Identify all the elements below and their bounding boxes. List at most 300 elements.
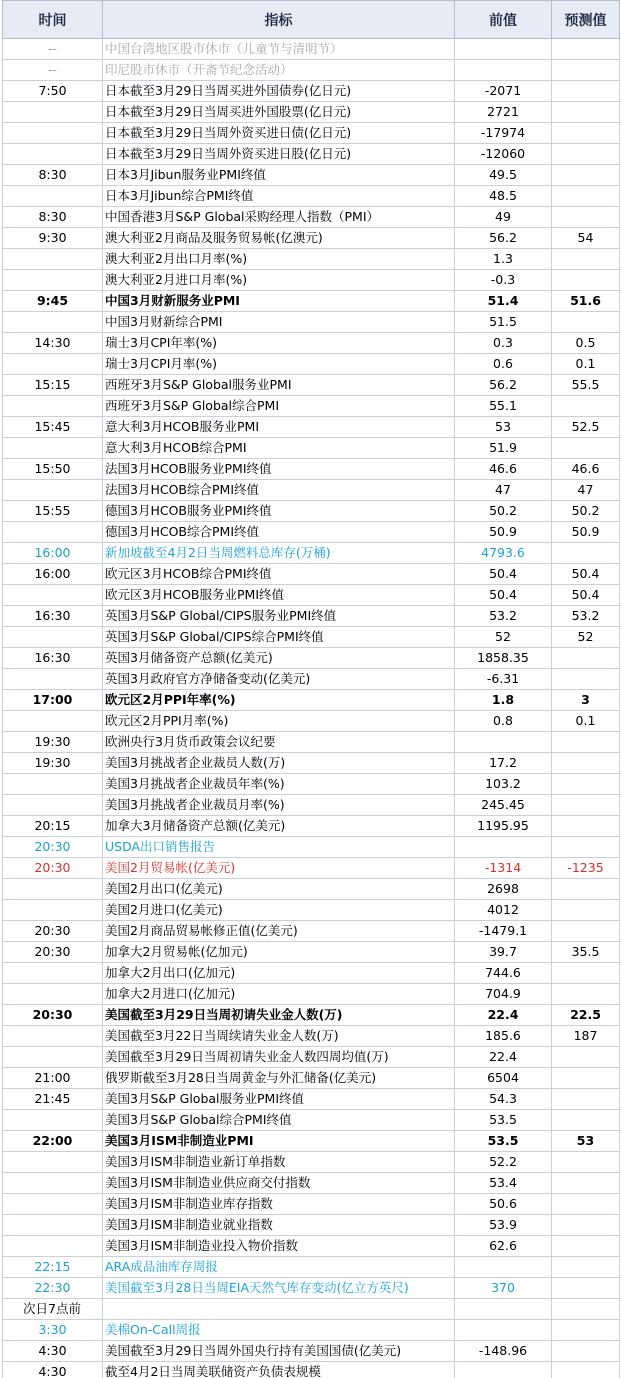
row-forecast bbox=[552, 1341, 620, 1362]
row-forecast bbox=[552, 816, 620, 837]
table-row[interactable] bbox=[3, 459, 620, 480]
row-indicator: 美国截至3月28日当周EIA天然气库存变动(亿立方英尺) bbox=[103, 1278, 455, 1299]
row-previous: 1858.35 bbox=[455, 648, 552, 669]
row-previous: 17.2 bbox=[455, 753, 552, 774]
row-indicator: 欧元区3月HCOB服务业PMI终值 bbox=[103, 585, 455, 606]
row-forecast bbox=[552, 39, 620, 60]
row-time bbox=[3, 522, 103, 543]
table-row[interactable] bbox=[3, 942, 620, 963]
row-indicator: 德国3月HCOB服务业PMI终值 bbox=[103, 501, 455, 522]
row-forecast bbox=[552, 1194, 620, 1215]
row-forecast: 35.5 bbox=[552, 942, 620, 963]
row-time bbox=[3, 1194, 103, 1215]
row-previous bbox=[455, 39, 552, 60]
row-time bbox=[3, 1173, 103, 1194]
table-row[interactable] bbox=[3, 921, 620, 942]
row-forecast bbox=[552, 396, 620, 417]
row-previous: -148.96 bbox=[455, 1341, 552, 1362]
row-time: 21:45 bbox=[3, 1089, 103, 1110]
row-time: 20:30 bbox=[3, 921, 103, 942]
row-previous: 6504 bbox=[455, 1068, 552, 1089]
row-time bbox=[3, 123, 103, 144]
row-previous bbox=[455, 1299, 552, 1320]
table-row[interactable] bbox=[3, 249, 620, 270]
row-previous: 370 bbox=[455, 1278, 552, 1299]
row-previous: 49 bbox=[455, 207, 552, 228]
row-time: 4:30 bbox=[3, 1362, 103, 1378]
row-indicator: 英国3月政府官方净储备变动(亿美元) bbox=[103, 669, 455, 690]
row-time bbox=[3, 879, 103, 900]
row-previous: 50.9 bbox=[455, 522, 552, 543]
row-previous: 51.9 bbox=[455, 438, 552, 459]
row-indicator: 美国3月ISM非制造业PMI bbox=[103, 1131, 455, 1152]
row-time: 次日7点前 bbox=[3, 1299, 103, 1320]
row-previous: 704.9 bbox=[455, 984, 552, 1005]
header-previous[interactable]: 前值 bbox=[455, 1, 552, 39]
table-row[interactable] bbox=[3, 228, 620, 249]
row-indicator: 美国2月出口(亿美元) bbox=[103, 879, 455, 900]
table-row[interactable] bbox=[3, 1005, 620, 1026]
row-time: 20:30 bbox=[3, 837, 103, 858]
row-indicator: 日本3月Jibun服务业PMI终值 bbox=[103, 165, 455, 186]
row-indicator: 日本截至3月29日当周买进外国股票(亿日元) bbox=[103, 102, 455, 123]
table-row[interactable] bbox=[3, 186, 620, 207]
row-previous bbox=[455, 1257, 552, 1278]
row-indicator: 日本截至3月29日当周外资买进日债(亿日元) bbox=[103, 123, 455, 144]
table-row[interactable] bbox=[3, 837, 620, 858]
row-time bbox=[3, 438, 103, 459]
row-previous: 51.4 bbox=[455, 291, 552, 312]
row-forecast: 50.9 bbox=[552, 522, 620, 543]
table-row[interactable] bbox=[3, 732, 620, 753]
row-time bbox=[3, 795, 103, 816]
row-previous: 2698 bbox=[455, 879, 552, 900]
row-previous: 185.6 bbox=[455, 1026, 552, 1047]
row-previous: 22.4 bbox=[455, 1047, 552, 1068]
row-forecast: 50.2 bbox=[552, 501, 620, 522]
row-indicator: 欧元区2月PPI年率(%) bbox=[103, 690, 455, 711]
row-previous: 53 bbox=[455, 417, 552, 438]
row-time: 15:55 bbox=[3, 501, 103, 522]
row-indicator: 美国3月S&P Global综合PMI终值 bbox=[103, 1110, 455, 1131]
row-forecast bbox=[552, 900, 620, 921]
row-forecast: 22.5 bbox=[552, 1005, 620, 1026]
table-row[interactable] bbox=[3, 1362, 620, 1378]
row-forecast: 0.1 bbox=[552, 354, 620, 375]
table-row[interactable] bbox=[3, 522, 620, 543]
row-forecast bbox=[552, 669, 620, 690]
row-time: 9:30 bbox=[3, 228, 103, 249]
row-time bbox=[3, 900, 103, 921]
row-forecast bbox=[552, 963, 620, 984]
row-time: 15:15 bbox=[3, 375, 103, 396]
row-indicator: 日本截至3月29日当周外资买进日股(亿日元) bbox=[103, 144, 455, 165]
table-row[interactable] bbox=[3, 375, 620, 396]
table-row[interactable] bbox=[3, 1320, 620, 1341]
row-previous: -17974 bbox=[455, 123, 552, 144]
row-indicator: 法国3月HCOB服务业PMI终值 bbox=[103, 459, 455, 480]
row-time: 4:30 bbox=[3, 1341, 103, 1362]
table-row[interactable] bbox=[3, 879, 620, 900]
row-forecast bbox=[552, 165, 620, 186]
row-time: 20:30 bbox=[3, 1005, 103, 1026]
row-time: 22:30 bbox=[3, 1278, 103, 1299]
table-row[interactable] bbox=[3, 480, 620, 501]
row-forecast bbox=[552, 60, 620, 81]
table-row[interactable] bbox=[3, 795, 620, 816]
row-forecast bbox=[552, 774, 620, 795]
table-row[interactable] bbox=[3, 774, 620, 795]
row-time: 19:30 bbox=[3, 753, 103, 774]
row-forecast bbox=[552, 270, 620, 291]
row-time bbox=[3, 669, 103, 690]
row-indicator: 中国3月财新服务业PMI bbox=[103, 291, 455, 312]
table-row[interactable] bbox=[3, 144, 620, 165]
row-previous: 2721 bbox=[455, 102, 552, 123]
table-row[interactable] bbox=[3, 438, 620, 459]
row-indicator: 美国截至3月29日当周初请失业金人数四周均值(万) bbox=[103, 1047, 455, 1068]
row-time: 15:45 bbox=[3, 417, 103, 438]
table-row[interactable] bbox=[3, 1089, 620, 1110]
row-indicator: 加拿大2月贸易帐(亿加元) bbox=[103, 942, 455, 963]
row-indicator: 英国3月储备资产总额(亿美元) bbox=[103, 648, 455, 669]
row-forecast: -1235 bbox=[552, 858, 620, 879]
row-previous: 50.6 bbox=[455, 1194, 552, 1215]
table-row[interactable] bbox=[3, 669, 620, 690]
row-forecast bbox=[552, 1320, 620, 1341]
table-row[interactable] bbox=[3, 81, 620, 102]
header-forecast[interactable]: 预测值 bbox=[552, 1, 620, 39]
table-row[interactable] bbox=[3, 1215, 620, 1236]
row-time bbox=[3, 312, 103, 333]
row-previous: -1479.1 bbox=[455, 921, 552, 942]
table-row[interactable] bbox=[3, 690, 620, 711]
row-indicator: 澳大利亚2月进口月率(%) bbox=[103, 270, 455, 291]
row-forecast bbox=[552, 921, 620, 942]
table-row[interactable] bbox=[3, 60, 620, 81]
row-forecast bbox=[552, 1047, 620, 1068]
row-previous: 0.3 bbox=[455, 333, 552, 354]
row-indicator: 西班牙3月S&P Global综合PMI bbox=[103, 396, 455, 417]
row-forecast bbox=[552, 753, 620, 774]
row-indicator: 加拿大3月储备资产总额(亿美元) bbox=[103, 816, 455, 837]
row-previous: 103.2 bbox=[455, 774, 552, 795]
row-indicator: 英国3月S&P Global/CIPS服务业PMI终值 bbox=[103, 606, 455, 627]
row-time bbox=[3, 711, 103, 732]
table-row[interactable] bbox=[3, 648, 620, 669]
table-row[interactable] bbox=[3, 1257, 620, 1278]
row-indicator: 欧洲央行3月货币政策会议纪要 bbox=[103, 732, 455, 753]
row-indicator: 美国3月S&P Global服务业PMI终值 bbox=[103, 1089, 455, 1110]
table-row[interactable] bbox=[3, 102, 620, 123]
row-previous bbox=[455, 1362, 552, 1378]
row-time: 20:30 bbox=[3, 858, 103, 879]
table-row[interactable] bbox=[3, 1110, 620, 1131]
row-forecast bbox=[552, 984, 620, 1005]
row-forecast bbox=[552, 249, 620, 270]
row-forecast bbox=[552, 1278, 620, 1299]
row-time bbox=[3, 270, 103, 291]
row-indicator: 瑞士3月CPI年率(%) bbox=[103, 333, 455, 354]
table-row[interactable] bbox=[3, 627, 620, 648]
row-indicator: 美国3月挑战者企业裁员人数(万) bbox=[103, 753, 455, 774]
row-previous: 51.5 bbox=[455, 312, 552, 333]
row-indicator: 澳大利亚2月商品及服务贸易帐(亿澳元) bbox=[103, 228, 455, 249]
row-time bbox=[3, 1047, 103, 1068]
row-forecast bbox=[552, 312, 620, 333]
row-previous: -2071 bbox=[455, 81, 552, 102]
row-forecast bbox=[552, 1236, 620, 1257]
row-forecast: 54 bbox=[552, 228, 620, 249]
row-indicator: 意大利3月HCOB综合PMI bbox=[103, 438, 455, 459]
row-previous: 47 bbox=[455, 480, 552, 501]
row-time: 20:15 bbox=[3, 816, 103, 837]
row-previous: 53.5 bbox=[455, 1131, 552, 1152]
row-time: 7:50 bbox=[3, 81, 103, 102]
table-row[interactable] bbox=[3, 1341, 620, 1362]
table-row[interactable] bbox=[3, 291, 620, 312]
row-indicator: 俄罗斯截至3月28日当周黄金与外汇储备(亿美元) bbox=[103, 1068, 455, 1089]
row-indicator: USDA出口销售报告 bbox=[103, 837, 455, 858]
table-row[interactable] bbox=[3, 963, 620, 984]
row-time bbox=[3, 249, 103, 270]
row-time bbox=[3, 480, 103, 501]
row-forecast bbox=[552, 1110, 620, 1131]
row-time: 8:30 bbox=[3, 165, 103, 186]
row-time: -- bbox=[3, 60, 103, 81]
row-time: 16:30 bbox=[3, 606, 103, 627]
row-time: 19:30 bbox=[3, 732, 103, 753]
row-time: 3:30 bbox=[3, 1320, 103, 1341]
row-indicator: 美棉On-Call周报 bbox=[103, 1320, 455, 1341]
table-row[interactable] bbox=[3, 501, 620, 522]
row-time bbox=[3, 627, 103, 648]
table-row[interactable] bbox=[3, 1236, 620, 1257]
row-previous bbox=[455, 837, 552, 858]
row-previous: 52 bbox=[455, 627, 552, 648]
row-indicator: 美国3月ISM非制造业供应商交付指数 bbox=[103, 1173, 455, 1194]
row-time bbox=[3, 354, 103, 375]
economic-calendar-table bbox=[2, 0, 620, 1378]
row-previous: 245.45 bbox=[455, 795, 552, 816]
row-indicator: 西班牙3月S&P Global服务业PMI bbox=[103, 375, 455, 396]
row-forecast bbox=[552, 837, 620, 858]
table-row[interactable] bbox=[3, 1194, 620, 1215]
row-previous: 1.3 bbox=[455, 249, 552, 270]
table-row[interactable] bbox=[3, 585, 620, 606]
table-row[interactable] bbox=[3, 543, 620, 564]
row-indicator: 美国截至3月29日当周外国央行持有美国国债(亿美元) bbox=[103, 1341, 455, 1362]
table-row[interactable] bbox=[3, 606, 620, 627]
row-time bbox=[3, 1152, 103, 1173]
row-previous: 22.4 bbox=[455, 1005, 552, 1026]
row-forecast: 52.5 bbox=[552, 417, 620, 438]
table-row[interactable] bbox=[3, 1299, 620, 1320]
row-time: 17:00 bbox=[3, 690, 103, 711]
row-previous: 53.4 bbox=[455, 1173, 552, 1194]
table-row[interactable] bbox=[3, 396, 620, 417]
row-previous bbox=[455, 1320, 552, 1341]
table-row[interactable] bbox=[3, 123, 620, 144]
row-forecast: 53.2 bbox=[552, 606, 620, 627]
row-indicator: 美国截至3月29日当周初请失业金人数(万) bbox=[103, 1005, 455, 1026]
row-previous: 56.2 bbox=[455, 228, 552, 249]
row-previous: 1.8 bbox=[455, 690, 552, 711]
row-forecast bbox=[552, 1089, 620, 1110]
row-forecast: 47 bbox=[552, 480, 620, 501]
table-row[interactable] bbox=[3, 753, 620, 774]
row-indicator bbox=[103, 1299, 455, 1320]
table-header-row bbox=[3, 1, 620, 39]
row-time bbox=[3, 144, 103, 165]
row-previous: -0.3 bbox=[455, 270, 552, 291]
row-indicator: 中国香港3月S&P Global采购经理人指数（PMI） bbox=[103, 207, 455, 228]
row-forecast: 46.6 bbox=[552, 459, 620, 480]
row-previous: -6.31 bbox=[455, 669, 552, 690]
row-time bbox=[3, 963, 103, 984]
row-previous: 52.2 bbox=[455, 1152, 552, 1173]
row-indicator: 美国2月商品贸易帐修正值(亿美元) bbox=[103, 921, 455, 942]
row-time: 16:30 bbox=[3, 648, 103, 669]
row-indicator: 美国2月进口(亿美元) bbox=[103, 900, 455, 921]
row-forecast: 3 bbox=[552, 690, 620, 711]
table-body bbox=[3, 39, 620, 1378]
row-forecast bbox=[552, 543, 620, 564]
row-forecast: 52 bbox=[552, 627, 620, 648]
row-time: 20:30 bbox=[3, 942, 103, 963]
row-previous: 50.2 bbox=[455, 501, 552, 522]
row-previous: 4793.6 bbox=[455, 543, 552, 564]
row-indicator: 瑞士3月CPI月率(%) bbox=[103, 354, 455, 375]
row-forecast bbox=[552, 795, 620, 816]
row-forecast: 0.1 bbox=[552, 711, 620, 732]
row-forecast bbox=[552, 732, 620, 753]
row-forecast: 55.5 bbox=[552, 375, 620, 396]
row-forecast bbox=[552, 144, 620, 165]
row-previous: 0.6 bbox=[455, 354, 552, 375]
table-row[interactable] bbox=[3, 1152, 620, 1173]
table-row[interactable] bbox=[3, 207, 620, 228]
table-row[interactable] bbox=[3, 270, 620, 291]
row-forecast: 0.5 bbox=[552, 333, 620, 354]
row-indicator: 中国台湾地区股市休市（儿童节与清明节） bbox=[103, 39, 455, 60]
header-indicator[interactable]: 指标 bbox=[103, 1, 455, 39]
table-row[interactable] bbox=[3, 1047, 620, 1068]
row-previous: 56.2 bbox=[455, 375, 552, 396]
row-previous bbox=[455, 60, 552, 81]
table-row[interactable] bbox=[3, 900, 620, 921]
row-previous: 4012 bbox=[455, 900, 552, 921]
row-previous: 39.7 bbox=[455, 942, 552, 963]
row-forecast: 51.6 bbox=[552, 291, 620, 312]
row-time: 16:00 bbox=[3, 564, 103, 585]
row-indicator: 加拿大2月进口(亿加元) bbox=[103, 984, 455, 1005]
row-forecast bbox=[552, 1173, 620, 1194]
row-time bbox=[3, 396, 103, 417]
row-indicator: 美国3月ISM非制造业投入物价指数 bbox=[103, 1236, 455, 1257]
row-time bbox=[3, 1026, 103, 1047]
row-forecast bbox=[552, 207, 620, 228]
row-forecast bbox=[552, 879, 620, 900]
row-forecast: 187 bbox=[552, 1026, 620, 1047]
table-row[interactable] bbox=[3, 333, 620, 354]
row-forecast bbox=[552, 1362, 620, 1378]
row-previous: 54.3 bbox=[455, 1089, 552, 1110]
table-row[interactable] bbox=[3, 1278, 620, 1299]
table-row[interactable] bbox=[3, 816, 620, 837]
row-time bbox=[3, 1236, 103, 1257]
row-time bbox=[3, 984, 103, 1005]
row-time bbox=[3, 774, 103, 795]
table-row[interactable] bbox=[3, 1173, 620, 1194]
table-row[interactable] bbox=[3, 417, 620, 438]
table-row[interactable] bbox=[3, 1068, 620, 1089]
row-forecast bbox=[552, 1299, 620, 1320]
row-forecast bbox=[552, 1215, 620, 1236]
row-forecast bbox=[552, 123, 620, 144]
row-forecast bbox=[552, 1068, 620, 1089]
row-previous: 62.6 bbox=[455, 1236, 552, 1257]
row-indicator: 德国3月HCOB综合PMI终值 bbox=[103, 522, 455, 543]
row-forecast bbox=[552, 186, 620, 207]
row-previous: 0.8 bbox=[455, 711, 552, 732]
row-time bbox=[3, 186, 103, 207]
row-previous: 53.9 bbox=[455, 1215, 552, 1236]
row-previous: -1314 bbox=[455, 858, 552, 879]
row-indicator: 美国2月贸易帐(亿美元) bbox=[103, 858, 455, 879]
table-row[interactable] bbox=[3, 165, 620, 186]
row-previous: 49.5 bbox=[455, 165, 552, 186]
row-indicator: 法国3月HCOB综合PMI终值 bbox=[103, 480, 455, 501]
table-row[interactable] bbox=[3, 564, 620, 585]
row-indicator: ARA成品油库存周报 bbox=[103, 1257, 455, 1278]
row-indicator: 英国3月S&P Global/CIPS综合PMI终值 bbox=[103, 627, 455, 648]
row-indicator: 欧元区2月PPI月率(%) bbox=[103, 711, 455, 732]
table-row[interactable] bbox=[3, 1131, 620, 1152]
header-time[interactable]: 时间 bbox=[3, 1, 103, 39]
table-row[interactable] bbox=[3, 354, 620, 375]
row-time: 15:50 bbox=[3, 459, 103, 480]
row-indicator: 欧元区3月HCOB综合PMI终值 bbox=[103, 564, 455, 585]
row-forecast: 50.4 bbox=[552, 585, 620, 606]
row-previous: 46.6 bbox=[455, 459, 552, 480]
table-row[interactable] bbox=[3, 1026, 620, 1047]
table-row[interactable] bbox=[3, 858, 620, 879]
row-indicator: 日本3月Jibun综合PMI终值 bbox=[103, 186, 455, 207]
table-row[interactable] bbox=[3, 984, 620, 1005]
row-time bbox=[3, 1215, 103, 1236]
row-forecast: 50.4 bbox=[552, 564, 620, 585]
row-time: 14:30 bbox=[3, 333, 103, 354]
row-indicator: 美国截至3月22日当周续请失业金人数(万) bbox=[103, 1026, 455, 1047]
row-indicator: 美国3月ISM非制造业新订单指数 bbox=[103, 1152, 455, 1173]
row-forecast: 53 bbox=[552, 1131, 620, 1152]
row-time: 22:15 bbox=[3, 1257, 103, 1278]
row-forecast bbox=[552, 438, 620, 459]
table-row[interactable] bbox=[3, 711, 620, 732]
table-row[interactable] bbox=[3, 39, 620, 60]
row-indicator: 美国3月挑战者企业裁员年率(%) bbox=[103, 774, 455, 795]
row-forecast bbox=[552, 1152, 620, 1173]
row-indicator: 美国3月ISM非制造业就业指数 bbox=[103, 1215, 455, 1236]
row-previous: 53.2 bbox=[455, 606, 552, 627]
row-forecast bbox=[552, 81, 620, 102]
row-indicator: 澳大利亚2月出口月率(%) bbox=[103, 249, 455, 270]
row-forecast bbox=[552, 1257, 620, 1278]
table-row[interactable] bbox=[3, 312, 620, 333]
row-previous: 50.4 bbox=[455, 564, 552, 585]
row-previous bbox=[455, 732, 552, 753]
